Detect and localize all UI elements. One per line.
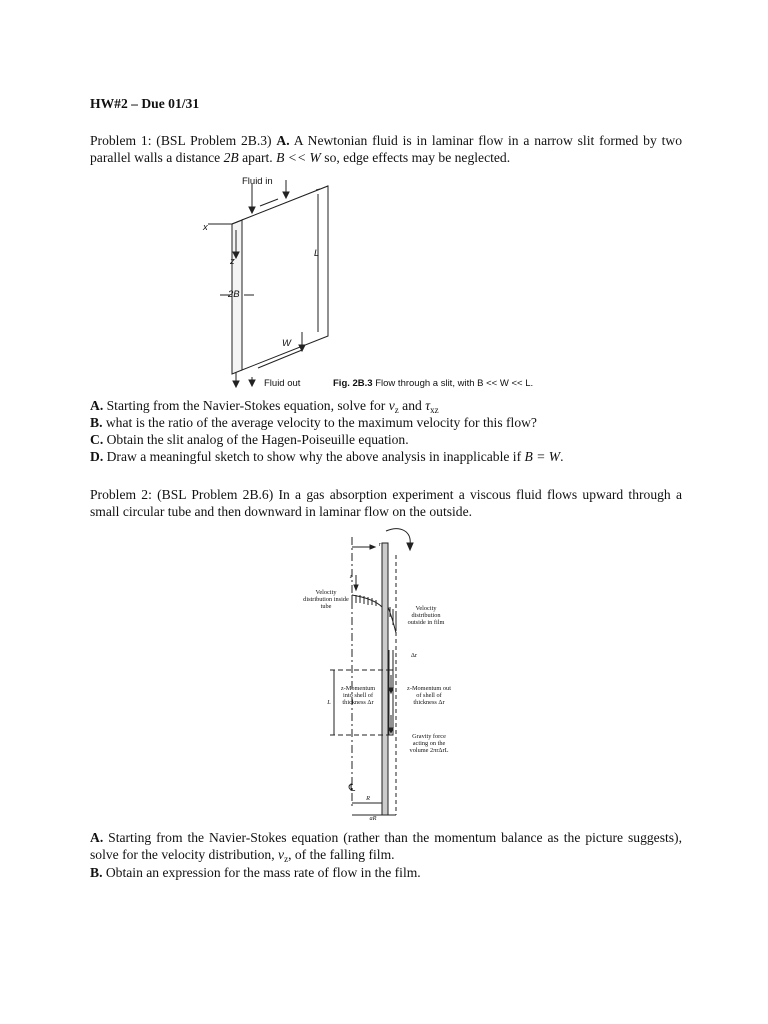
problem2-intro: Problem 2: (BSL Problem 2B.6) In a gas absorption experiment a viscous fluid flows upward through a small circular tube and then downward in laminar flow on the outside. [90, 487, 682, 520]
aR-label: aR [369, 815, 377, 822]
slit-diagram [200, 172, 580, 394]
problem1-item-d: D. Draw a meaningful sketch to show why the above analysis in inapplicable if B = W. [90, 449, 564, 464]
problem1-intro: Problem 1: (BSL Problem 2B.3) A. A Newtonian fluid is in laminar flow in a narrow slit formed by two parallel walls a distance 2B apart. B << W so, edge effects may be neglected. [90, 133, 682, 166]
momentum-in-label: z-Momentum into shell of thickness Δr [340, 685, 376, 707]
fluid-in-label: Fluid in [242, 176, 273, 187]
centerline-symbol: ℄ [348, 783, 356, 794]
figure-slit [200, 172, 580, 394]
x-axis-label: x [203, 222, 208, 233]
velocity-inside-label: Velocity distribution inside tube [303, 589, 349, 611]
problem1-item-b: B. what is the ratio of the average velocity to the maximum velocity for this flow? [90, 415, 537, 430]
fluid-out-label: Fluid out [264, 378, 301, 389]
r-label: r [378, 541, 382, 548]
W-label: W [282, 338, 291, 349]
problem2-item-b: B. Obtain an expression for the mass rate of flow in the film. [90, 865, 421, 880]
problem1-item-a: A. Starting from the Navier-Stokes equation, solve for $v_z$ and $\tau_{xz}$ [90, 398, 439, 415]
gravity-label: Gravity force acting on the volume 2πrΔrL [409, 733, 449, 755]
momentum-out-label: z-Momentum out of shell of thickness Δr [407, 685, 451, 707]
L-label: L [314, 248, 320, 259]
delta-r-label: Δr [410, 652, 418, 659]
velocity-outside-label: Velocity distribution outside in film [407, 605, 445, 627]
problem2-item-a: A. Starting from the Navier-Stokes equation (rather than the momentum balance as the picture suggests), solve for the velocity distribution, $v_z$, of the falling film. [90, 830, 682, 865]
page-title: HW#2 – Due 01/31 [90, 96, 200, 111]
z-axis-label: z [230, 256, 235, 267]
figure-falling-film [300, 525, 470, 825]
problem1-item-c: C. Obtain the slit analog of the Hagen-Poiseuille equation. [90, 432, 409, 447]
falling-film-diagram [300, 525, 470, 825]
z-label: z [349, 573, 353, 580]
figure-caption: Fig. 2B.3 Flow through a slit, with B << W << L. [333, 378, 534, 389]
R-label: R [366, 795, 370, 802]
L-label-2: L [327, 699, 331, 706]
2B-label: 2B [228, 289, 240, 300]
